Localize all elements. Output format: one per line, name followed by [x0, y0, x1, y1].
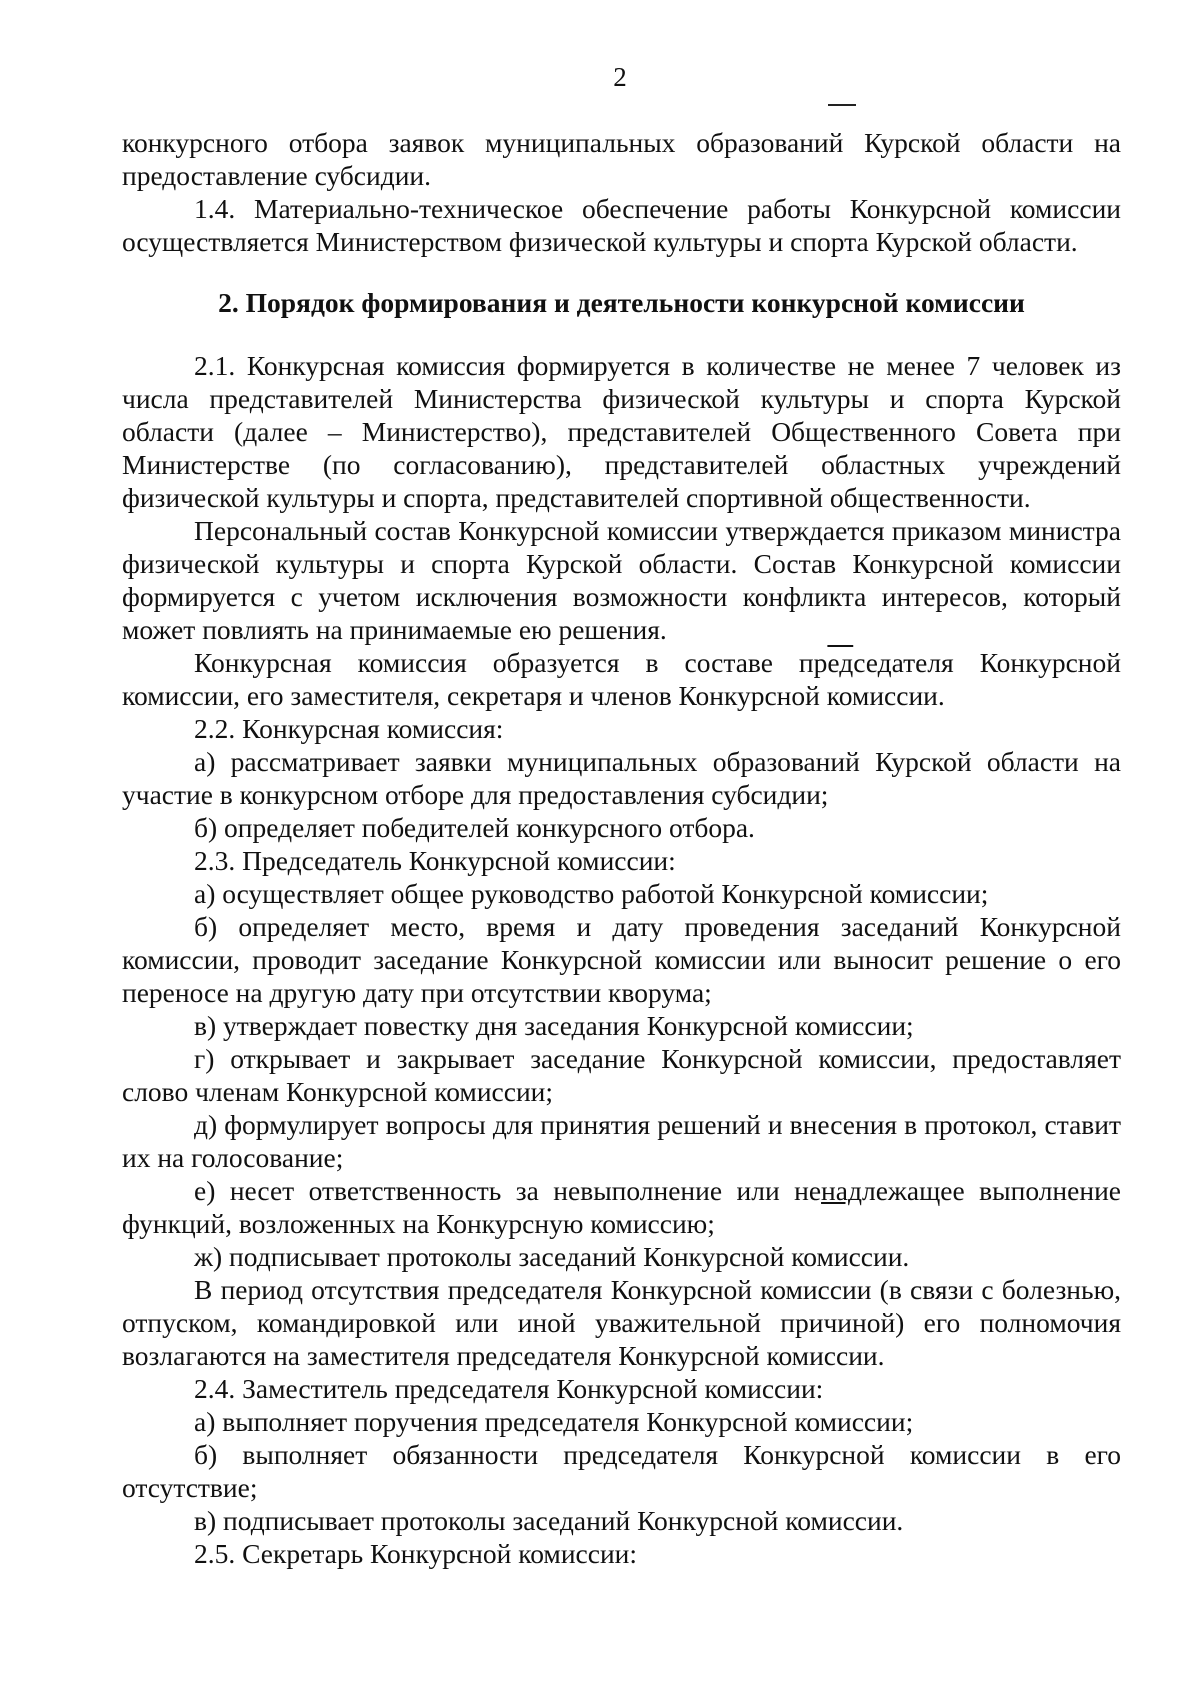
- formation-text-start: Конкурсная комиссия образуется в составе пр: [194, 647, 828, 678]
- handwritten-underline-mark: над: [821, 1175, 862, 1206]
- section-heading-2: 2. Порядок формирования и деятельности конкурсной комиссии: [218, 287, 1025, 318]
- paragraph-chair-absence: В период отсутствия председателя Конкурсной комиссии (в связи с болезнью, отпуском, командировкой или иной уважительной причиной) его полномочия возлагаются на заместителя председателя Конкурсной комиссии.: [122, 1274, 1121, 1371]
- paragraph-2-3-e: [122, 1174, 1121, 1240]
- paragraph-commission-formation: [122, 646, 1121, 712]
- paragraph-2-3-a: а) осуществляет общее руководство работой Конкурсной комиссии;: [194, 878, 989, 909]
- paragraph-2-4-v: в) подписывает протоколы заседаний Конкурсной комиссии.: [194, 1505, 904, 1536]
- paragraph-2-5: 2.5. Секретарь Конкурсной комиссии:: [194, 1538, 638, 1569]
- formation-text-end: седателя Конкурсной комиссии, его заместителя, секретаря и членов Конкурсной комиссии.: [122, 647, 1121, 711]
- handwritten-overline-mark: ед: [827, 647, 854, 678]
- paragraph-2-1: 2.1. Конкурсная комиссия формируется в количестве не менее 7 человек из числа представителей Министерства физической культуры и спорта Курской области (далее – Министерство), представителей Общественного Совета при Министерстве (по согласованию), представителей областных учреждений физической культуры и спорта, представителей спортивной общественности.: [122, 350, 1121, 513]
- paragraph-2-3: 2.3. Председатель Конкурсной комиссии:: [194, 845, 676, 876]
- paragraph-2-4-a: а) выполняет поручения председателя Конкурсной комиссии;: [194, 1406, 914, 1437]
- paragraph-personal-composition: Персональный состав Конкурсной комиссии утверждается приказом министра физической культуры и спорта Курской области. Состав Конкурсной комиссии формируется с учетом исключения возможности конфликта интересов, который может повлиять на принимаемые ею решения.: [122, 515, 1121, 645]
- paragraph-2-3-b: б) определяет место, время и дату проведения заседаний Конкурсной комиссии, проводит заседание Конкурсной комиссии или выносит решение о его переносе на другую дату при отсутствии кворума;: [122, 911, 1121, 1008]
- paragraph-2-2: 2.2. Конкурсная комиссия:: [194, 713, 504, 744]
- paragraph-2-2-b: б) определяет победителей конкурсного отбора.: [194, 812, 755, 843]
- top-margin-mark: [828, 104, 856, 106]
- page-number: 2: [613, 62, 627, 92]
- paragraph-2-3-d: д) формулирует вопросы для принятия решений и внесения в протокол, ставит их на голосование;: [122, 1109, 1121, 1173]
- paragraph-1-4: 1.4. Материально-техническое обеспечение работы Конкурсной комиссии осуществляется Министерством физической культуры и спорта Курской области.: [122, 193, 1121, 257]
- document-body: [122, 126, 1121, 1570]
- paragraph-2-4: 2.4. Заместитель председателя Конкурсной комиссии:: [194, 1373, 824, 1404]
- paragraph-2-3-g: г) открывает и закрывает заседание Конкурсной комиссии, предоставляет слово членам Конкурсной комиссии;: [122, 1043, 1121, 1107]
- paragraph-2-3-v: в) утверждает повестку дня заседания Конкурсной комиссии;: [194, 1010, 914, 1041]
- paragraph-intro: конкурсного отбора заявок муниципальных образований Курской области на предоставление субсидии.: [122, 127, 1121, 191]
- responsibility-text-end: лежащее выполнение функций, возложенных на Конкурсную комиссию;: [122, 1175, 1121, 1239]
- paragraph-2-3-zh: ж) подписывает протоколы заседаний Конкурсной комиссии.: [194, 1241, 910, 1272]
- paragraph-2-4-b: б) выполняет обязанности председателя Конкурсной комиссии в его отсутствие;: [122, 1439, 1121, 1503]
- paragraph-2-2-a: а) рассматривает заявки муниципальных образований Курской области на участие в конкурсном отборе для предоставления субсидии;: [122, 746, 1121, 810]
- responsibility-text-start: е) несет ответственность за невыполнение или не: [194, 1175, 822, 1206]
